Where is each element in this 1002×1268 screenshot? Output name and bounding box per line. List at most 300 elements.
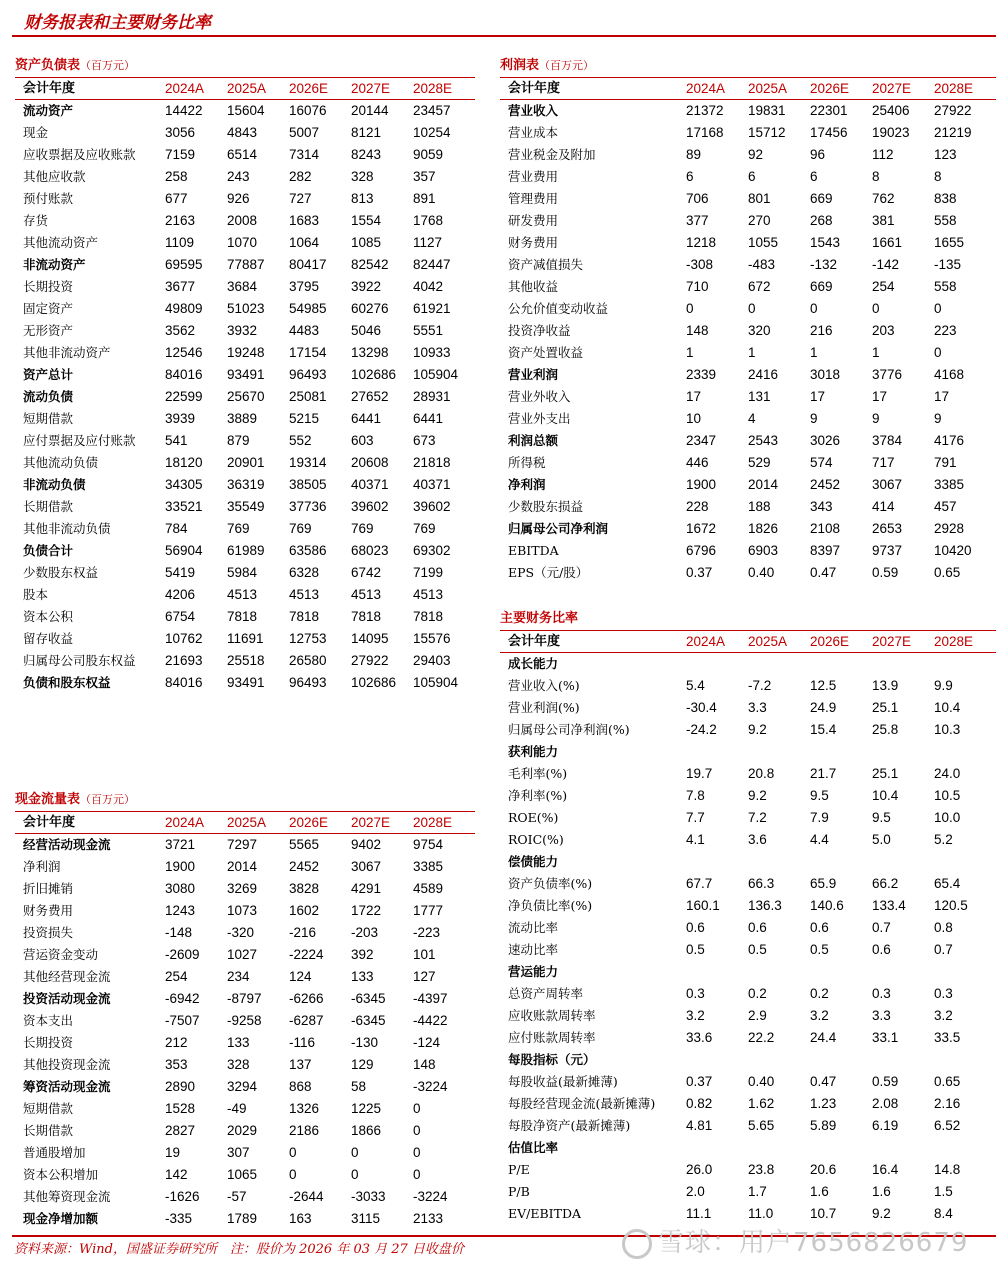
cell-value: -142	[872, 257, 900, 272]
cell-value: 14422	[165, 103, 203, 118]
cell-value: 1	[810, 345, 818, 360]
row-label: 负债和股东权益	[23, 675, 111, 690]
table-row	[500, 741, 996, 763]
cell-value: 6.52	[934, 1118, 961, 1133]
cell-value	[872, 1137, 934, 1159]
cell-value: 3795	[289, 279, 320, 294]
row-label: 管理费用	[508, 191, 559, 206]
cell-value: 10933	[413, 345, 451, 360]
row-label: 资产减值损失	[508, 257, 584, 272]
table-row	[15, 650, 475, 672]
row-label: 其他流动资产	[23, 235, 99, 250]
cell-value: 762	[872, 191, 895, 206]
cell-value: 21818	[413, 455, 451, 470]
table-row	[500, 807, 996, 829]
row-label: 短期借款	[23, 411, 74, 426]
table-row	[15, 452, 475, 474]
cell-value: 1672	[686, 521, 717, 536]
cell-value: 0	[413, 1145, 421, 1160]
cell-value: -1626	[165, 1189, 200, 1204]
row-label: 资产负债率(%)	[508, 876, 593, 891]
cell-value: 769	[289, 521, 312, 536]
cell-value: 140.6	[810, 898, 844, 913]
table-row	[15, 232, 475, 254]
cell-value: 61921	[413, 301, 451, 316]
cell-value: 706	[686, 191, 709, 206]
row-label: 其他投资现金流	[23, 1057, 111, 1072]
cell-value: 40371	[413, 477, 451, 492]
row-label: 存货	[23, 213, 49, 228]
cell-value: 17	[810, 389, 826, 404]
cell-value: 5984	[227, 565, 258, 580]
financial-ratios-section	[500, 608, 996, 1225]
cell-value: 120.5	[934, 898, 968, 913]
section-title	[15, 55, 475, 77]
cell-value: 1554	[351, 213, 382, 228]
cell-value: 17456	[810, 125, 848, 140]
cell-value: 80417	[289, 257, 327, 272]
cell-value: 4.4	[810, 832, 829, 847]
cell-value: 1528	[165, 1101, 196, 1116]
table-row	[500, 1005, 996, 1027]
cell-value: 23.8	[748, 1162, 775, 1177]
cell-value: 784	[165, 521, 188, 536]
cell-value: 4513	[227, 587, 258, 602]
cell-value: 21372	[686, 103, 724, 118]
cell-value: -148	[165, 925, 193, 940]
cell-value: 6441	[413, 411, 444, 426]
cell-value: 5046	[351, 323, 382, 338]
header-year: 2026E	[810, 81, 850, 96]
cell-value: 0	[810, 301, 818, 316]
table-row	[15, 430, 475, 452]
cell-value: 3080	[165, 881, 196, 896]
cell-value: 4042	[413, 279, 444, 294]
cell-value: 3721	[165, 837, 196, 852]
header-year: 2027E	[351, 815, 391, 830]
cell-value: 33.1	[872, 1030, 899, 1045]
cell-value: 19314	[289, 455, 327, 470]
cell-value: 1543	[810, 235, 841, 250]
cell-value: 6328	[289, 565, 320, 580]
cell-value: 1.5	[934, 1184, 953, 1199]
cell-value: -4422	[413, 1013, 448, 1028]
cell-value: 33.6	[686, 1030, 713, 1045]
table-row	[500, 1159, 996, 1181]
cell-value: 558	[934, 279, 957, 294]
cell-value: 258	[165, 169, 188, 184]
row-label: 其他收益	[508, 279, 559, 294]
watermark	[622, 1222, 968, 1259]
cell-value: 105904	[413, 367, 459, 382]
row-label: 短期借款	[23, 1101, 74, 1116]
cell-value: 4513	[289, 587, 320, 602]
row-label: 其他经营现金流	[23, 969, 111, 984]
table-row	[500, 873, 996, 895]
table-row	[15, 408, 475, 430]
cell-value: 20608	[351, 455, 389, 470]
table-row	[500, 829, 996, 851]
cell-value: 33.5	[934, 1030, 961, 1045]
header-year: 2025A	[227, 815, 267, 830]
cell-value: 2452	[810, 477, 841, 492]
cell-value: 574	[810, 455, 833, 470]
cell-value: 4.1	[686, 832, 705, 847]
table-row	[500, 122, 996, 144]
cell-value: 0	[748, 301, 756, 316]
cell-value: 17168	[686, 125, 724, 140]
table-row	[500, 653, 996, 675]
cell-value: 529	[748, 455, 771, 470]
cell-value: 4513	[351, 587, 382, 602]
cell-value: 93491	[227, 675, 265, 690]
cell-value: 129	[351, 1057, 374, 1072]
cell-value: 66.3	[748, 876, 775, 891]
table-row	[15, 672, 475, 694]
cell-value: 24.9	[810, 700, 837, 715]
cell-value: 82447	[413, 257, 451, 272]
table-row	[500, 254, 996, 276]
cell-value: 7818	[351, 609, 382, 624]
cell-value: -6266	[289, 991, 324, 1006]
cell-value: 223	[934, 323, 957, 338]
table-row	[15, 518, 475, 540]
row-label: P/E	[508, 1162, 530, 1177]
section-unit: （百万元）	[539, 59, 595, 72]
cell-value: 414	[872, 499, 895, 514]
cell-value: 5215	[289, 411, 320, 426]
cell-value	[934, 961, 996, 983]
table-row	[500, 144, 996, 166]
cell-value: 320	[748, 323, 771, 338]
cell-value: 6.19	[872, 1118, 899, 1133]
cell-value: 3562	[165, 323, 196, 338]
cell-value: 18120	[165, 455, 203, 470]
cell-value: 7818	[413, 609, 444, 624]
cell-value: 7.9	[810, 810, 829, 825]
table-row	[500, 540, 996, 562]
row-label: 营业成本	[508, 125, 559, 140]
cell-value: 105904	[413, 675, 459, 690]
cell-value: 25081	[289, 389, 327, 404]
cell-value: 11.0	[748, 1206, 774, 1221]
table-row	[500, 1115, 996, 1137]
row-label: 营业外收入	[508, 389, 571, 404]
header-year: 2025A	[227, 81, 267, 96]
cell-value: 381	[872, 213, 895, 228]
table-row	[15, 122, 475, 144]
cell-value: 58	[351, 1079, 367, 1094]
cell-value	[872, 741, 934, 763]
cell-value: 7.7	[686, 810, 705, 825]
cell-value: 17	[686, 389, 702, 404]
cell-value: 112	[872, 147, 894, 162]
cell-value: 0	[934, 301, 942, 316]
balance-sheet-section	[15, 55, 475, 694]
section-title-text: 利润表	[500, 58, 540, 73]
row-label: 负债合计	[23, 543, 74, 558]
header-year: 2027E	[351, 81, 391, 96]
cell-value: 12.5	[810, 678, 837, 693]
cell-value: 1	[872, 345, 880, 360]
cell-value: 0	[413, 1101, 421, 1116]
cell-value: 0	[413, 1123, 421, 1138]
cell-value: 9.2	[748, 788, 767, 803]
cell-value: 926	[227, 191, 250, 206]
cell-value: 14095	[351, 631, 389, 646]
cell-value: 1768	[413, 213, 444, 228]
cell-value	[872, 653, 934, 675]
cell-value: 137	[289, 1057, 312, 1072]
cell-value: 4	[748, 411, 756, 426]
cell-value: 69302	[413, 543, 451, 558]
cell-value: -320	[227, 925, 255, 940]
row-label: 归属母公司净利润(%)	[508, 722, 630, 737]
row-label: 归属母公司股东权益	[23, 653, 136, 668]
cell-value: 0.7	[934, 942, 953, 957]
cell-value: 0.6	[686, 920, 705, 935]
table-row	[500, 851, 996, 873]
cell-value: 9.2	[872, 1206, 891, 1221]
cell-value: 101	[413, 947, 436, 962]
header-year: 2028E	[934, 81, 974, 96]
table-row	[15, 966, 475, 988]
cell-value: 3784	[872, 433, 903, 448]
cell-value: 3294	[227, 1079, 258, 1094]
cell-value: -3224	[413, 1189, 448, 1204]
table-row	[15, 1208, 475, 1230]
table-row	[15, 606, 475, 628]
row-label: 营业利润(%)	[508, 700, 580, 715]
cell-value: 673	[413, 433, 436, 448]
cell-value: 35549	[227, 499, 265, 514]
header-year: 2027E	[872, 634, 912, 649]
row-label: 获利能力	[508, 744, 559, 759]
cell-value	[686, 741, 748, 763]
cell-value	[748, 1137, 810, 1159]
source-note: 资料来源：Wind，国盛证券研究所 注：股价为 2026 年 03 月 27 日收盘价	[14, 1242, 464, 1257]
table-row	[500, 1181, 996, 1203]
cell-value: 19.7	[686, 766, 713, 781]
row-label: 其他流动负债	[23, 455, 99, 470]
cell-value: 1109	[165, 235, 195, 250]
cell-value: 133	[351, 969, 374, 984]
table-row	[15, 474, 475, 496]
table-row	[500, 562, 996, 584]
cell-value	[934, 741, 996, 763]
cell-value: 2339	[686, 367, 717, 382]
cell-value: 6441	[351, 411, 382, 426]
cell-value: 96	[810, 147, 826, 162]
row-label: ROIC(%)	[508, 832, 564, 847]
cell-value	[686, 851, 748, 873]
cell-value: 1655	[934, 235, 965, 250]
cell-value: 19248	[227, 345, 265, 360]
row-label: 经营活动现金流	[23, 837, 111, 852]
cell-value: -135	[934, 257, 962, 272]
cell-value: 0	[872, 301, 880, 316]
cell-value: 6514	[227, 147, 258, 162]
row-label: 营运能力	[508, 964, 559, 979]
cell-value: 19831	[748, 103, 786, 118]
row-label: 资产总计	[23, 367, 74, 382]
table-row	[500, 1071, 996, 1093]
row-label: 应收票据及应收账款	[23, 147, 136, 162]
cell-value: 0.65	[934, 565, 961, 580]
cell-value: 2163	[165, 213, 196, 228]
cell-value: 10	[686, 411, 702, 426]
cell-value: 2108	[810, 521, 841, 536]
cell-value: 282	[289, 169, 312, 184]
cell-value: 20144	[351, 103, 389, 118]
cell-value: 8397	[810, 543, 841, 558]
cell-value: 879	[227, 433, 250, 448]
cell-value: 0.8	[934, 920, 953, 935]
header-label: 会计年度	[23, 815, 76, 830]
table-row	[500, 210, 996, 232]
cell-value: 1127	[413, 235, 443, 250]
row-label: 长期投资	[23, 279, 74, 294]
cell-value: 4513	[413, 587, 444, 602]
cell-value: 2928	[934, 521, 965, 536]
cell-value: 4291	[351, 881, 382, 896]
cell-value: -9258	[227, 1013, 262, 1028]
cell-value: 66.2	[872, 876, 899, 891]
cell-value: -2609	[165, 947, 200, 962]
table-header-row	[500, 630, 996, 653]
cell-value: 84016	[165, 675, 203, 690]
row-label: 其他筹资现金流	[23, 1189, 111, 1204]
cell-value: -49	[227, 1101, 247, 1116]
cell-value: 558	[934, 213, 957, 228]
row-label: 每股经营现金流(最新摊薄)	[508, 1096, 656, 1111]
cell-value: 9754	[413, 837, 444, 852]
cell-value: 6796	[686, 543, 717, 558]
row-label: 流动负债	[23, 389, 74, 404]
cell-value: 8	[872, 169, 880, 184]
cell-value: 2416	[748, 367, 779, 382]
table-row	[15, 834, 475, 856]
cell-value: 10.3	[934, 722, 961, 737]
cell-value: 3067	[351, 859, 382, 874]
table-row	[15, 1032, 475, 1054]
cell-value: 22599	[165, 389, 203, 404]
table-row	[500, 697, 996, 719]
cell-value: 11.1	[686, 1206, 712, 1221]
cell-value	[748, 653, 810, 675]
cell-value: 7818	[289, 609, 320, 624]
table-header-row	[500, 77, 996, 100]
cell-value: 38505	[289, 477, 327, 492]
table-row	[500, 763, 996, 785]
table-row	[500, 983, 996, 1005]
row-label: 折旧摊销	[23, 881, 74, 896]
cell-value: -132	[810, 257, 838, 272]
cell-value: 5.0	[872, 832, 891, 847]
cell-value: -6942	[165, 991, 200, 1006]
header-year: 2028E	[413, 81, 453, 96]
cell-value: 603	[351, 433, 374, 448]
cell-value	[934, 1049, 996, 1071]
cell-value: 25670	[227, 389, 265, 404]
cell-value: -7.2	[748, 678, 772, 693]
table-row	[15, 144, 475, 166]
row-label: P/B	[508, 1184, 530, 1199]
cell-value: -24.2	[686, 722, 717, 737]
cell-value: 24.0	[934, 766, 961, 781]
cell-value: 4176	[934, 433, 965, 448]
cell-value: -216	[289, 925, 317, 940]
cell-value: 16.4	[872, 1162, 899, 1177]
cell-value: 1055	[748, 235, 779, 250]
table-row	[500, 100, 996, 122]
row-label: 净利润	[508, 477, 546, 492]
cell-value: 1225	[351, 1101, 382, 1116]
cell-value: 6	[686, 169, 694, 184]
cell-value: 2653	[872, 521, 903, 536]
cell-value: 7199	[413, 565, 444, 580]
cell-value: 8243	[351, 147, 382, 162]
table-row	[15, 166, 475, 188]
row-label: 应收账款周转率	[508, 1008, 596, 1023]
cell-value	[810, 851, 872, 873]
cell-value: 541	[165, 433, 188, 448]
cell-value: 131	[748, 389, 771, 404]
cell-value: 307	[227, 1145, 250, 1160]
header-year: 2024A	[686, 81, 726, 96]
row-label: 应付票据及应付账款	[23, 433, 136, 448]
cell-value: 4206	[165, 587, 196, 602]
table-row	[500, 276, 996, 298]
cell-value: 3067	[872, 477, 903, 492]
cell-value: 25518	[227, 653, 265, 668]
cell-value: 254	[872, 279, 895, 294]
cell-value: 15.4	[810, 722, 837, 737]
cell-value: 0.6	[872, 942, 891, 957]
row-label: 净负债比率(%)	[508, 898, 593, 913]
cell-value: 1866	[351, 1123, 382, 1138]
cell-value: 2543	[748, 433, 779, 448]
header-year: 2024A	[686, 634, 726, 649]
cell-value: -124	[413, 1035, 441, 1050]
cell-value	[934, 851, 996, 873]
cell-value: 133.4	[872, 898, 906, 913]
cell-value: 54985	[289, 301, 327, 316]
row-label: EV/EBITDA	[508, 1206, 581, 1221]
table-row	[15, 100, 475, 122]
cell-value: -3033	[351, 1189, 386, 1204]
cell-value: 77887	[227, 257, 265, 272]
cell-value: 6754	[165, 609, 196, 624]
table-row	[15, 342, 475, 364]
cell-value: 3889	[227, 411, 258, 426]
table-row	[15, 1186, 475, 1208]
cell-value: 12546	[165, 345, 203, 360]
watermark-text: 雪球：用户7656826679	[658, 1228, 969, 1258]
cell-value: -2644	[289, 1189, 324, 1204]
section-title	[500, 608, 996, 630]
header-year: 2025A	[748, 81, 788, 96]
row-label: 流动资产	[23, 103, 74, 118]
cell-value: 10.5	[934, 788, 961, 803]
cell-value	[810, 961, 872, 983]
row-label: 资本公积增加	[23, 1167, 99, 1182]
cell-value: 0	[289, 1145, 297, 1160]
cell-value: 51023	[227, 301, 265, 316]
cell-value: 25.1	[872, 766, 899, 781]
table-row	[500, 1049, 996, 1071]
cell-value: 1661	[872, 235, 903, 250]
